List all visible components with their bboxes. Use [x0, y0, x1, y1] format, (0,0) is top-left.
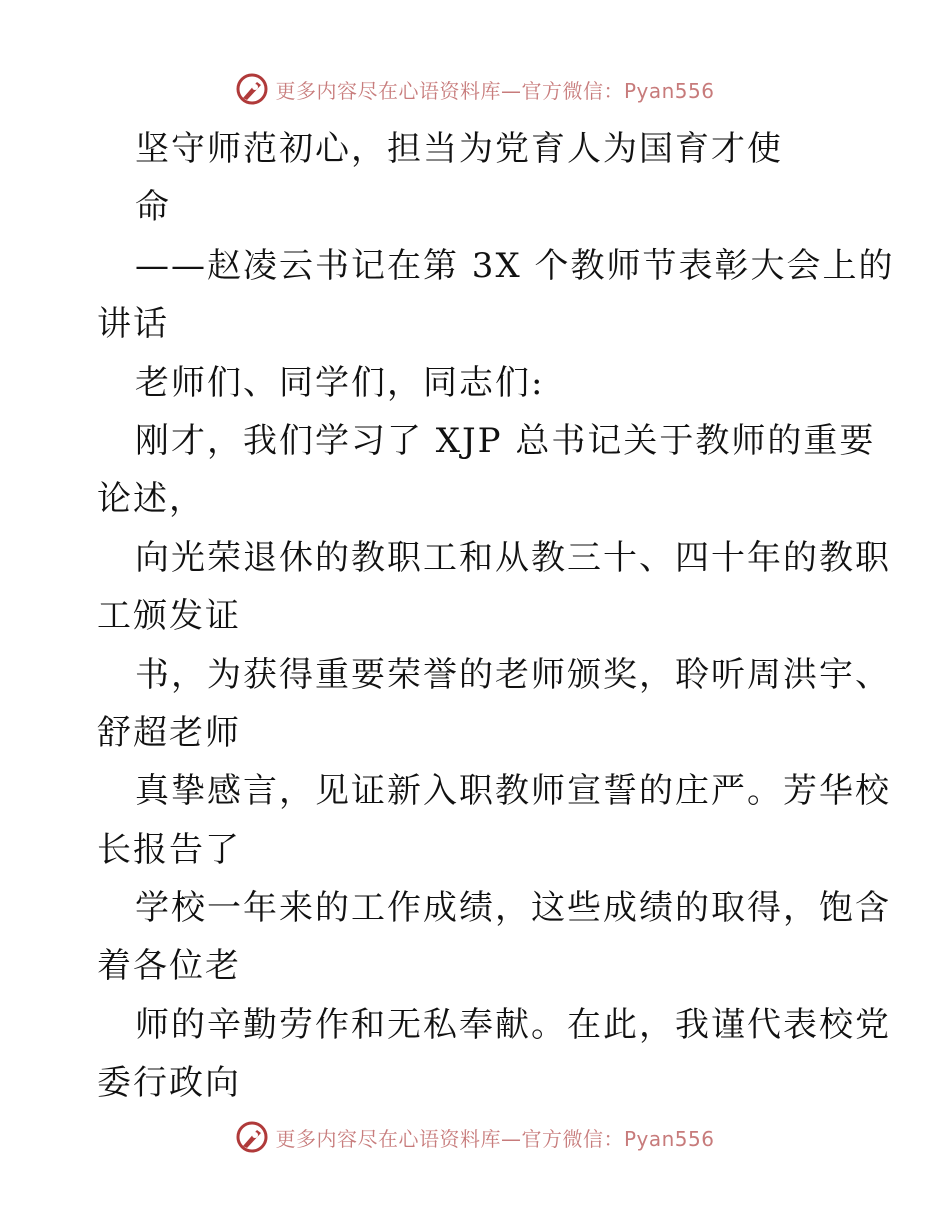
- pen-circle-logo-icon: [235, 1120, 269, 1154]
- footer-watermark: [0, 1120, 950, 1154]
- text-line: 讲话: [97, 304, 169, 345]
- text-line: 老师们、同学们，同志们:: [135, 362, 545, 403]
- text-line: 着各位老: [97, 946, 241, 987]
- text-line: 师的辛勤劳作和无私奉献。在此，我谨代表校党: [135, 1004, 891, 1045]
- text-line: 工颁发证: [97, 596, 241, 637]
- text-line: 舒超老师: [97, 712, 241, 753]
- text-line: 向光荣退休的教职工和从教三十、四十年的教职: [135, 537, 891, 578]
- watermark-text: 更多内容尽在心语资料库—官方微信：Pyan556: [275, 78, 715, 103]
- watermark-text: 更多内容尽在心语资料库—官方微信：Pyan556: [275, 1126, 715, 1151]
- document-body: [97, 120, 895, 1113]
- text-line: 长报告了: [97, 829, 241, 870]
- text-line: 坚守师范初心，担当为党育人为国育才使: [135, 129, 783, 169]
- text-line: 命: [135, 187, 171, 228]
- text-line: 真挚感言，见证新入职教师宣誓的庄严。芳华校: [135, 771, 891, 812]
- text-line: 刚才，我们学习了 XJP 总书记关于教师的重要: [135, 420, 876, 461]
- header-watermark: [0, 72, 950, 106]
- pen-circle-logo-icon: [235, 72, 269, 106]
- text-line: 书，为获得重要荣誉的老师颁奖，聆听周洪宇、: [135, 654, 891, 695]
- text-line: 论述，: [97, 479, 205, 520]
- text-line: ——赵凌云书记在第 3X 个教师节表彰大会上的: [135, 245, 895, 286]
- text-line: 委行政向: [97, 1063, 241, 1104]
- text-line: 学校一年来的工作成绩，这些成绩的取得，饱含: [135, 888, 891, 929]
